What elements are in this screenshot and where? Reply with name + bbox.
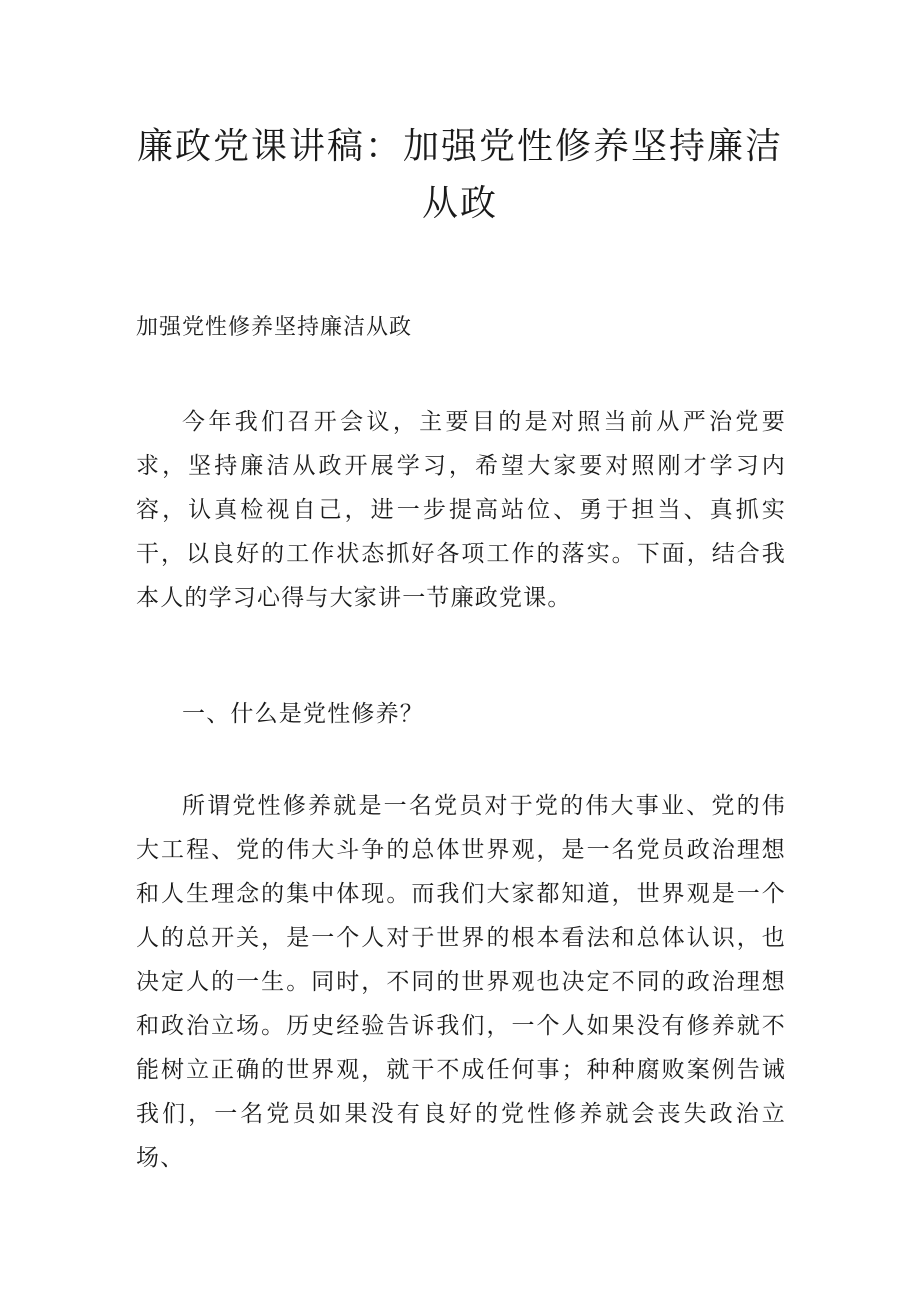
document-subtitle: 加强党性修养坚持廉洁从政 bbox=[136, 315, 413, 340]
document-title: 廉政党课讲稿：加强党性修养坚持廉洁从政 bbox=[136, 126, 783, 224]
section-heading: 一、什么是党性修养？ bbox=[182, 701, 424, 727]
body-paragraph: 所谓党性修养就是一名党员对于党的伟大事业、党的伟大工程、党的伟大斗争的总体世界观，是一名党员政治理想和人生理念的集中体现。而我们大家都知道，世界观是一个人的总开关，是一个人对于世界的根本看法和总体认识，也决定人的一生。同时，不同的世界观也决定不同的政治理想和政治立场。历史经验告诉我们，一个人如果没有修养就不能树立正确的世界观，就干不成任何事；种种腐败案例告诫我们，一名党员如果没有良好的党性修养就会丧失政治立场、 bbox=[136, 793, 786, 1171]
intro-paragraph: 今年我们召开会议，主要目的是对照当前从严治党要求，坚持廉洁从政开展学习，希望大家要对照刚才学习内容，认真检视自己，进一步提高站位、勇于担当、真抓实干，以良好的工作状态抓好各项工作的落实。下面，结合我本人的学习心得与大家讲一节廉政党课。 bbox=[136, 409, 786, 611]
